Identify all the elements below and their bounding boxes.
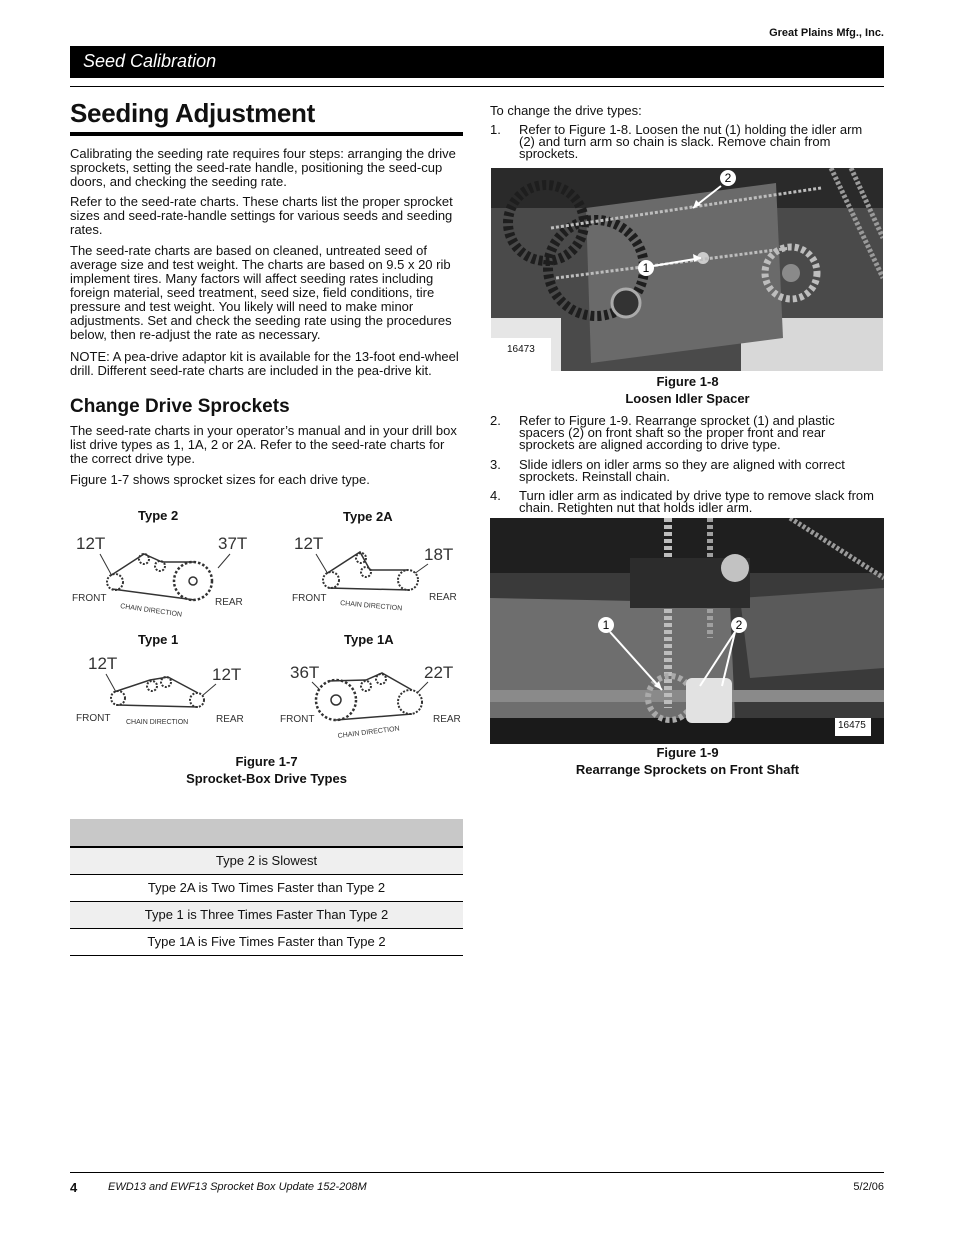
callout-2: 2 <box>720 170 736 186</box>
paragraph-drive-types: The seed-rate charts in your operator’s manual and in your drill box list drive types as 1, 1A, 2 or 2A. Refer to the seed-rate charts for the correct drive type. <box>70 423 457 466</box>
section-header-bar <box>70 46 884 78</box>
callout-2: 2 <box>731 617 747 633</box>
step-text: Turn idler arm as indicated by drive type to remove slack from chain. Retighten nut that holds idler arm. <box>519 488 874 515</box>
rear-label: REAR <box>429 592 457 603</box>
diagram-label-type-1a: Type 1A <box>344 632 394 647</box>
callout-1: 1 <box>638 260 654 276</box>
left-sprocket-size: 12T <box>88 654 118 673</box>
diagram-label-type-2: Type 2 <box>138 508 179 523</box>
rear-label: REAR <box>216 714 244 725</box>
diagram-label-type-2a: Type 2A <box>343 509 393 524</box>
chain-direction-label: CHAIN DIRECTION <box>126 719 189 726</box>
diagram-label-type-1: Type 1 <box>138 632 179 647</box>
footer-divider <box>70 1172 884 1173</box>
page-number: 4 <box>70 1180 78 1195</box>
steps-intro: To change the drive types: <box>490 103 642 118</box>
figure-title: Rearrange Sprockets on Front Shaft <box>575 762 800 777</box>
left-sprocket-size: 36T <box>290 663 320 682</box>
title-underline <box>70 132 463 136</box>
front-label: FRONT <box>76 713 111 724</box>
document-title: EWD13 and EWF13 Sprocket Box Update 152-208M <box>108 1181 367 1193</box>
right-sprocket-size: 12T <box>212 665 242 684</box>
figure-number: Figure 1-9 <box>656 745 719 760</box>
step-number: 3. <box>490 457 501 472</box>
photo-rearrange-sprockets <box>490 518 884 744</box>
paragraph-chart-basis: The seed-rate charts are based on cleaned, untreated seed of average size and test weight. The charts are based on 9.5 x 20 rib implement tires. Many factors will affect seeding rates including foreign material, seed treatment, seed size, field conditions, tire pressure and test weight. You likely will need to make minor adjustments. Set and check the seeding rate using the procedures below, then re-adjust the rate as necessary. <box>70 243 452 342</box>
figure-number: Figure 1-7 <box>235 754 298 769</box>
photo-id: 16475 <box>838 720 866 731</box>
step-number: 1. <box>490 122 501 137</box>
paragraph-intro: Calibrating the seeding rate requires four steps: arranging the drive sprockets, setting the seed-rate handle, positioning the seed-cup doors, and checking the seeding rate. <box>70 146 456 189</box>
table-row: Type 2 is Slowest <box>70 848 463 875</box>
figure-1-8-caption <box>490 373 885 407</box>
figure-1-9-caption <box>490 744 885 778</box>
photo-id: 16473 <box>507 344 535 355</box>
front-label: FRONT <box>280 714 315 725</box>
left-sprocket-size: 12T <box>76 534 106 553</box>
front-label: FRONT <box>292 593 327 604</box>
table-row: Type 1A is Five Times Faster than Type 2 <box>70 929 463 956</box>
paragraph-charts: Refer to the seed-rate charts. These charts list the proper sprocket sizes and seed-rate-handle settings for various seeds and seeding rates. <box>70 194 453 237</box>
sprocket-diagram-type-2 <box>70 530 250 622</box>
figure-title: Loosen Idler Spacer <box>625 391 750 406</box>
photo-loosen-idler <box>491 168 883 371</box>
step-text: Refer to Figure 1-8. Loosen the nut (1) holding the idler arm (2) and turn arm so chain is slack. Remove chain from sprockets. <box>519 122 863 161</box>
chain-direction-label: CHAIN DIRECTION <box>119 603 183 619</box>
figure-title: Sprocket-Box Drive Types <box>186 771 347 786</box>
right-sprocket-size: 37T <box>218 534 248 553</box>
step-text: Slide idlers on idler arms so they are aligned with correct sprockets. Reinstall chain. <box>519 457 845 484</box>
right-sprocket-size: 22T <box>424 663 454 682</box>
sprocket-diagram-type-2a <box>288 530 468 622</box>
company-name: Great Plains Mfg., Inc. <box>769 27 884 39</box>
figure-1-7-caption <box>70 753 463 787</box>
left-sprocket-size: 12T <box>294 534 324 553</box>
paragraph-note: NOTE: A pea-drive adaptor kit is available for the 13-foot end-wheel drill. Different seed-rate charts are included in the pea-drive kit. <box>70 349 459 378</box>
sprocket-diagram-type-1 <box>70 652 250 744</box>
document-date: 5/2/06 <box>853 1181 884 1193</box>
chain-direction-label: CHAIN DIRECTION <box>337 725 401 740</box>
table-row: Type 1 is Three Times Faster Than Type 2 <box>70 902 463 929</box>
front-label: FRONT <box>72 593 107 604</box>
step-number: 2. <box>490 413 501 428</box>
header-divider <box>70 86 884 87</box>
chain-direction-label: CHAIN DIRECTION <box>339 600 403 613</box>
rear-label: REAR <box>433 714 461 725</box>
step-text: Refer to Figure 1-9. Rearrange sprocket (1) and plastic spacers (2) on front shaft so the proper front and rear sprockets are aligned according to drive type. <box>519 413 835 452</box>
section-heading: Change Drive Sprockets <box>70 396 290 417</box>
figure-number: Figure 1-8 <box>656 374 719 389</box>
table-row: Type 2A is Two Times Faster than Type 2 <box>70 875 463 902</box>
sprocket-diagram-type-1a <box>278 652 464 744</box>
drive-speed-table <box>70 819 463 956</box>
right-sprocket-size: 18T <box>424 545 454 564</box>
callout-1: 1 <box>598 617 614 633</box>
rear-label: REAR <box>215 597 243 608</box>
page-title: Seeding Adjustment <box>70 98 315 128</box>
table-header <box>70 819 463 848</box>
paragraph-figure-ref: Figure 1-7 shows sprocket sizes for each drive type. <box>70 472 370 487</box>
step-number: 4. <box>490 488 501 503</box>
section-title: Seed Calibration <box>83 51 217 71</box>
